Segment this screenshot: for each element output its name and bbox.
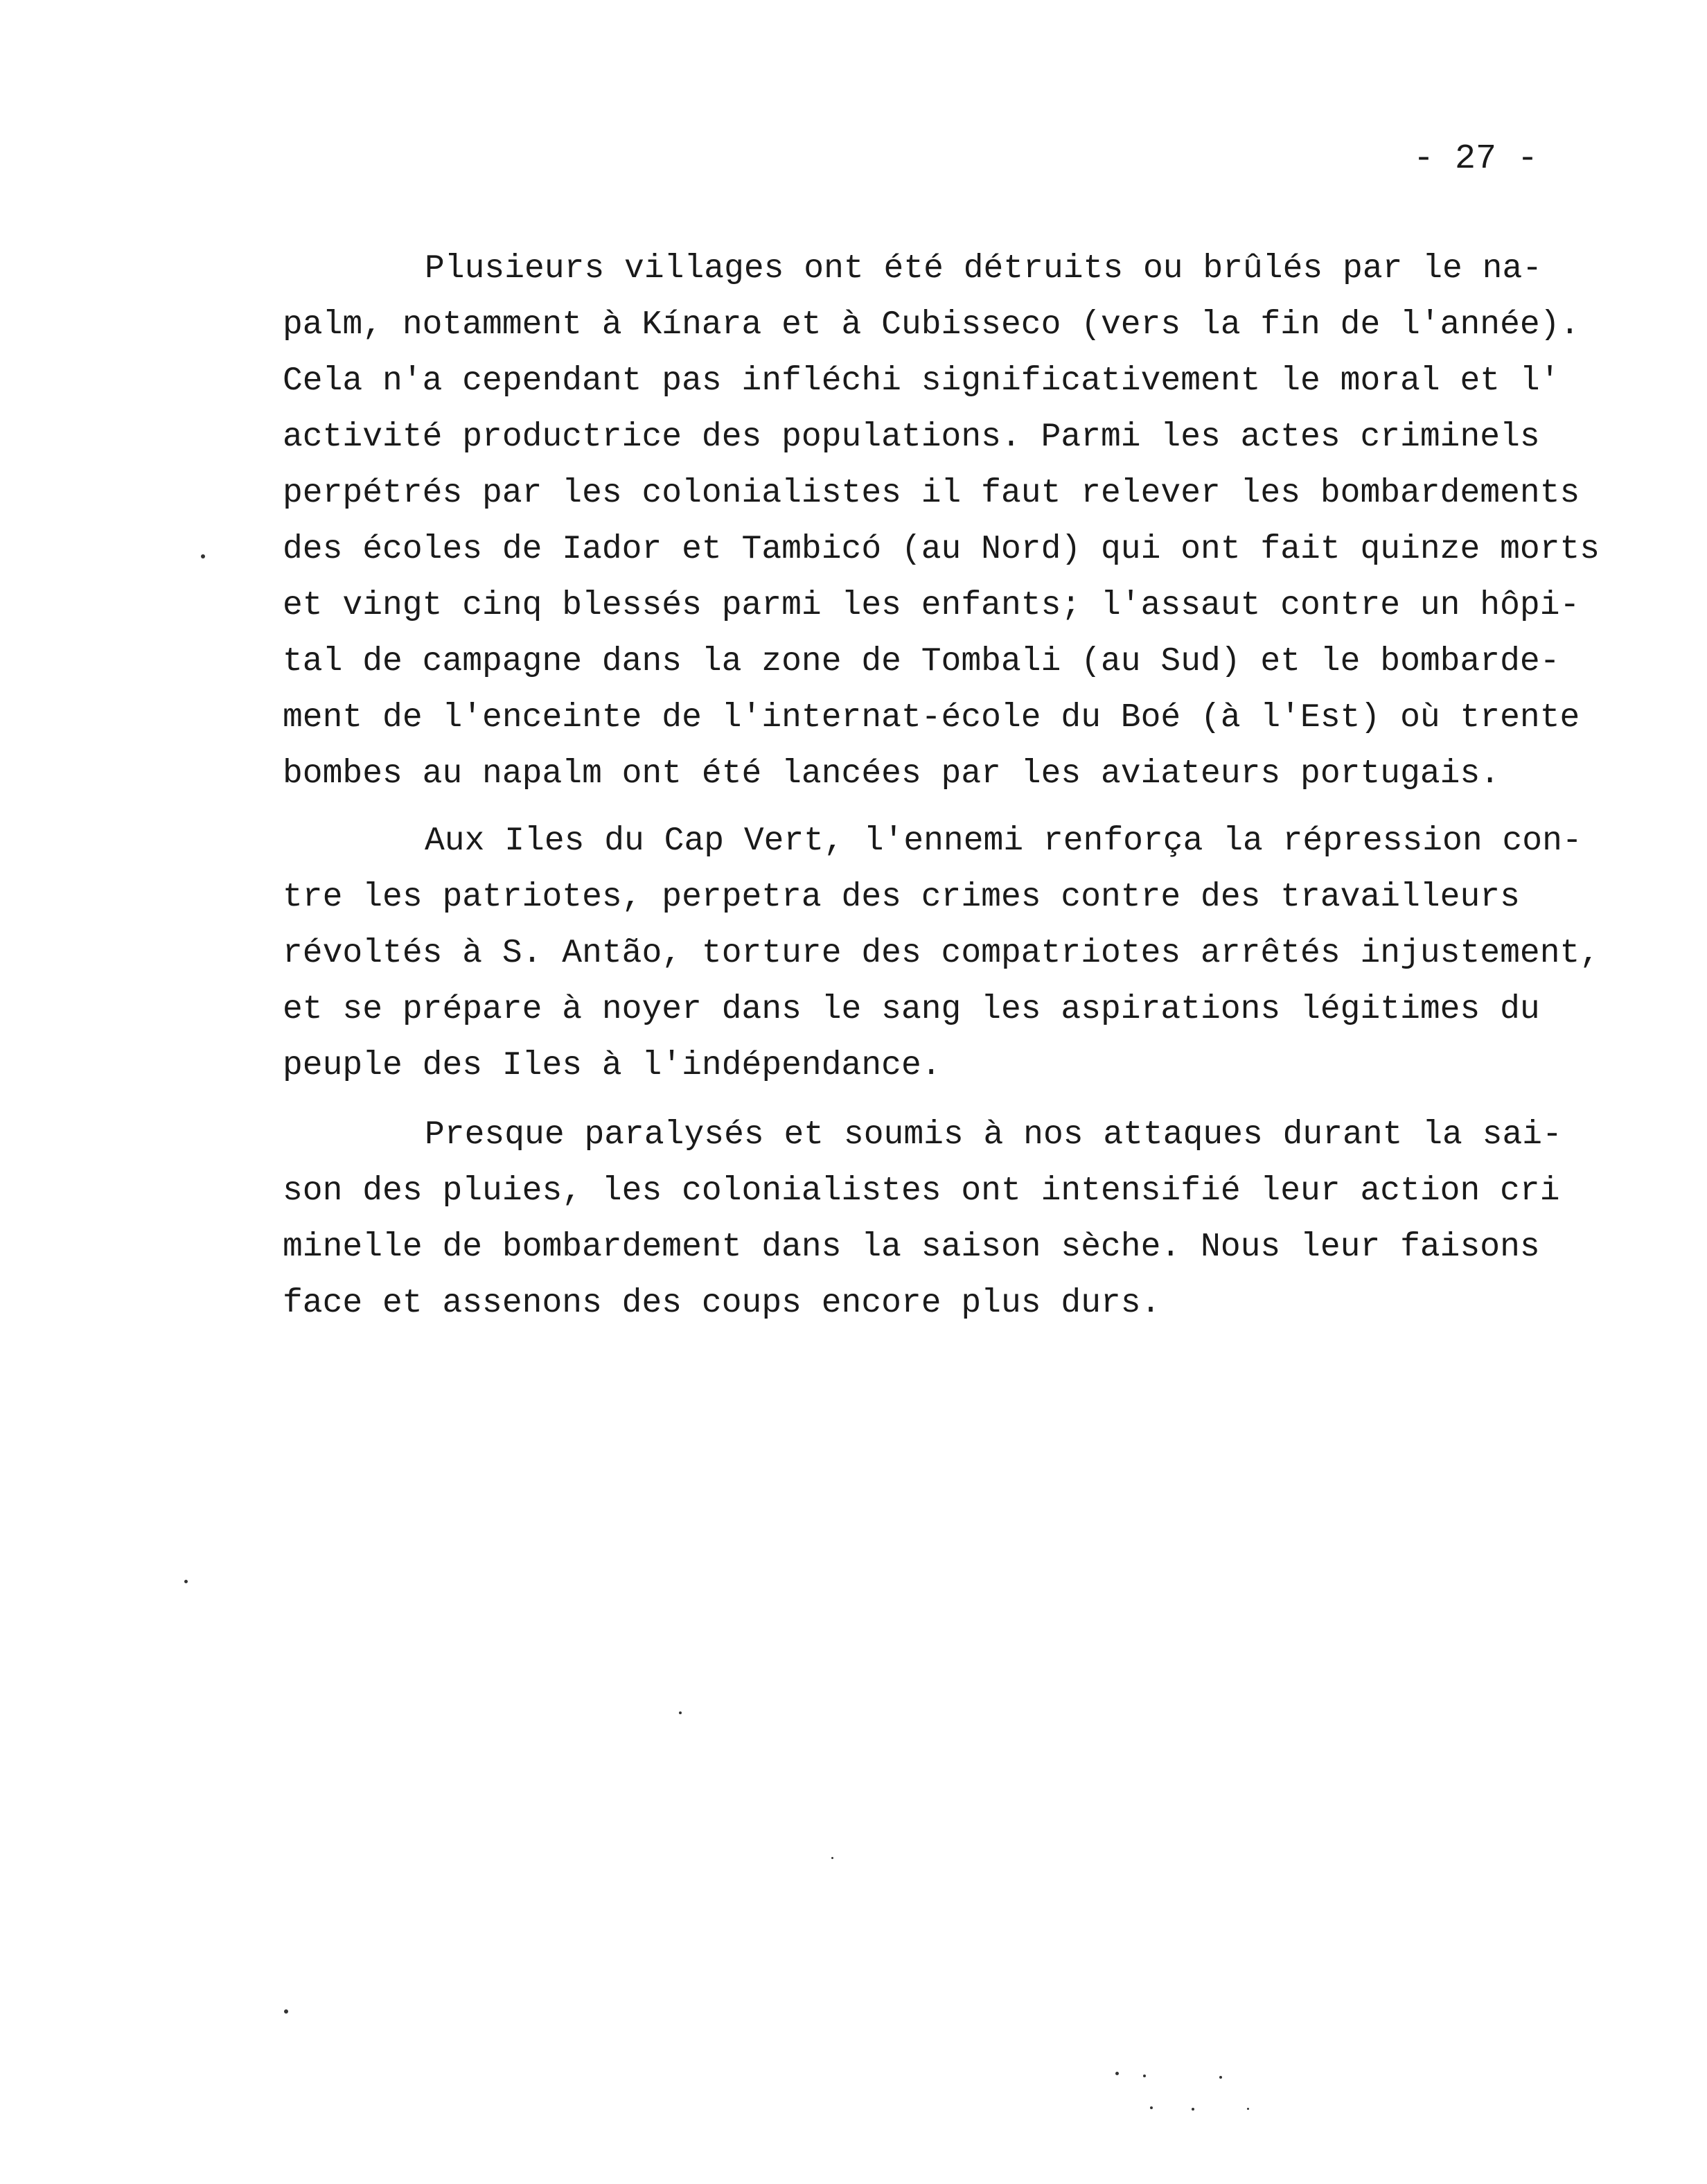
text-line: peuple des Iles à l'indépendance. [283,1047,941,1084]
text-line: minelle de bombardement dans la saison sèche. Nous leur faisons [283,1228,1540,1266]
text-line: son des pluies, les colonialistes ont intensifié leur action cri [283,1172,1560,1210]
scan-speck [1192,2108,1194,2111]
scan-speck [679,1711,682,1714]
scan-speck [284,2009,288,2014]
scan-speck [1247,2108,1249,2110]
scan-speck [1143,2075,1146,2077]
scan-speck [201,554,205,558]
text-line: palm, notamment à Kínara et à Cubisseco (vers la fin de l'année). [283,306,1580,344]
text-line: tal de campagne dans la zone de Tombali (au Sud) et le bombarde- [283,643,1560,680]
text-line: face et assenons des coups encore plus durs. [283,1285,1161,1322]
text-line: activité productrice des populations. Parmi les actes criminels [283,419,1540,456]
scan-speck [831,1857,833,1859]
text-line: Plusieurs villages ont été détruits ou brûlés par le na- [425,250,1543,288]
scan-speck [1150,2106,1153,2109]
text-line: bombes au napalm ont été lancées par les aviateurs portugais. [283,755,1501,793]
text-line: et se prépare à noyer dans le sang les aspirations légitimes du [283,991,1540,1028]
text-line: des écoles de Iador et Tambicó (au Nord) qui ont fait quinze morts [283,531,1600,568]
text-line: Cela n'a cependant pas infléchi significativement le moral et l' [283,362,1560,400]
text-line: révoltés à S. Antão, torture des compatriotes arrêtés injustement, [283,935,1600,972]
scan-speck [1115,2072,1119,2075]
text-line: tre les patriotes, perpetra des crimes contre des travailleurs [283,879,1520,916]
paragraph-1 [283,241,1634,802]
text-line: perpétrés par les colonialistes il faut relever les bombardements [283,475,1580,512]
scan-speck [1219,2076,1222,2079]
page-number: - 27 - [1413,139,1539,179]
text-line: ment de l'enceinte de l'internat-école du Boé (à l'Est) où trente [283,699,1580,737]
text-line: Presque paralysés et soumis à nos attaques durant la sai- [425,1116,1562,1154]
scan-speck [184,1580,188,1583]
text-line: et vingt cinq blessés parmi les enfants; l'assaut contre un hôpi- [283,587,1580,624]
paragraph-2 [283,813,1634,1094]
paragraph-3 [283,1107,1634,1332]
text-line: Aux Iles du Cap Vert, l'ennemi renforça la répression con- [425,822,1582,860]
